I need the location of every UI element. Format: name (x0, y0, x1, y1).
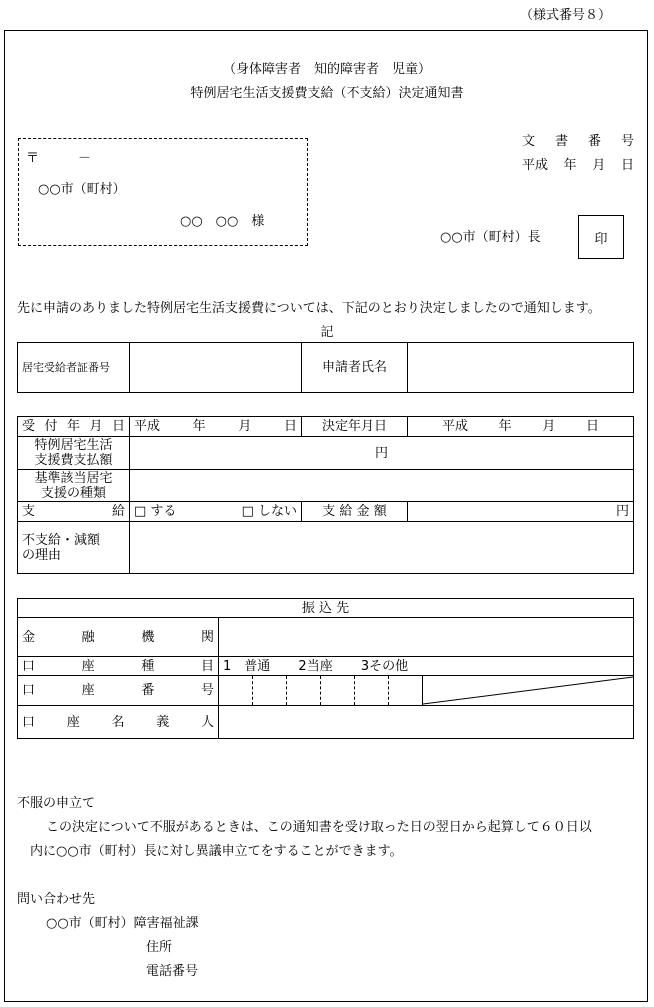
doc-number-char: 号 (620, 134, 634, 149)
service-type-label: 基準該当居宅 支援の種類 (18, 470, 130, 502)
received-date-label: 受 付 年 月 日 (18, 417, 130, 437)
ki-label: 記 (320, 325, 334, 340)
doc-number-char: 書 (554, 134, 568, 149)
received-date-field[interactable]: 平成 年 月 日 (130, 417, 302, 437)
supply-amount-label: 支 給 金 額 (302, 502, 408, 522)
date-day: 日 (620, 158, 634, 173)
objection-text-line2: 内に○○市（町村）長に対し異議申立てをすることができます。 (30, 844, 403, 859)
transfer-header: 振 込 先 (18, 599, 634, 618)
account-digit[interactable] (287, 676, 321, 706)
contact-address: 住所 (146, 940, 173, 955)
objection-text-line1: この決定について不服があるときは、この通知書を受け取った日の翌日から起算して６０日以 (46, 820, 592, 835)
bank-field[interactable] (219, 618, 634, 657)
applicant-name-label: 申請者氏名 (302, 343, 408, 393)
account-number-label: 口 座 番 号 (18, 676, 219, 706)
yen-unit: 円 (615, 504, 629, 519)
recipient-name: ○○ ○○ 様 (180, 214, 265, 229)
document-number (522, 130, 634, 149)
decision-table (17, 416, 634, 574)
reason-label: 不支給・減額 の理由 (18, 522, 130, 574)
doc-number-char: 文 (522, 134, 536, 149)
contact-title: 問い合わせ先 (17, 892, 96, 907)
account-digit[interactable] (253, 676, 287, 706)
document-date (522, 154, 634, 173)
account-number-crossed (423, 676, 634, 706)
form-number: （様式番号８） (520, 8, 612, 23)
cert-number-label: 居宅受給者証番号 (18, 343, 130, 393)
date-era: 平成 (522, 158, 549, 173)
intro-text: 先に申請のありました特例居宅生活支援費については、下記のとおり決定しましたので通知します。 (17, 301, 601, 316)
postal-code: 〒 － (26, 151, 92, 166)
decision-date-field[interactable]: 平成 年 月 日 (408, 417, 634, 437)
account-type-current[interactable]: 2当座 (298, 658, 333, 674)
reason-field[interactable] (130, 522, 634, 574)
supply-no-checkbox[interactable]: □ しない (241, 504, 297, 519)
yen-unit: 円 (374, 445, 388, 461)
supply-amount-field[interactable] (408, 502, 634, 522)
diagonal-line (423, 676, 633, 705)
service-type-field[interactable] (130, 470, 634, 502)
decision-date-label: 決定年月日 (302, 417, 408, 437)
account-digit[interactable] (389, 676, 423, 706)
account-holder-field[interactable] (219, 706, 634, 739)
cert-number-field[interactable] (130, 343, 302, 393)
account-holder-label: 口 座 名 義 人 (18, 706, 219, 739)
payment-amount-field[interactable] (130, 437, 634, 470)
supply-options (130, 502, 302, 522)
account-digit[interactable] (219, 676, 253, 706)
supply-yes-checkbox[interactable]: □ する (134, 504, 177, 519)
account-digit[interactable] (321, 676, 355, 706)
applicant-name-field[interactable] (408, 343, 634, 393)
seal-box (578, 215, 624, 259)
document-title: 特例居宅生活支援費支給（不支給）決定通知書 (190, 86, 464, 101)
account-type-label: 口 座 種 目 (18, 657, 219, 676)
date-year: 年 (563, 158, 577, 173)
doc-number-char: 番 (587, 134, 601, 149)
address-municipality: ○○市（町村） (38, 182, 126, 197)
bank-label: 金 融 機 関 (18, 618, 219, 657)
date-month: 月 (592, 158, 606, 173)
header-categories: （身体障害者 知的障害者 児童） (222, 62, 431, 77)
applicant-table (17, 342, 634, 393)
payment-amount-label: 特例居宅生活 支援費支払額 (18, 437, 130, 470)
objection-title: 不服の申立て (17, 796, 96, 811)
bank-transfer-table (17, 598, 634, 739)
account-type-options (219, 657, 634, 676)
account-type-other[interactable]: 3その他 (360, 658, 409, 674)
issuer-name: ○○市（町村）長 (440, 230, 541, 245)
account-type-ordinary[interactable]: 1 普通 (223, 658, 271, 674)
account-digit[interactable] (355, 676, 389, 706)
seal-label: 印 (594, 231, 608, 247)
supply-label: 支 給 (18, 502, 130, 522)
contact-department: ○○市（町村）障害福祉課 (46, 916, 199, 931)
contact-phone: 電話番号 (146, 964, 199, 979)
